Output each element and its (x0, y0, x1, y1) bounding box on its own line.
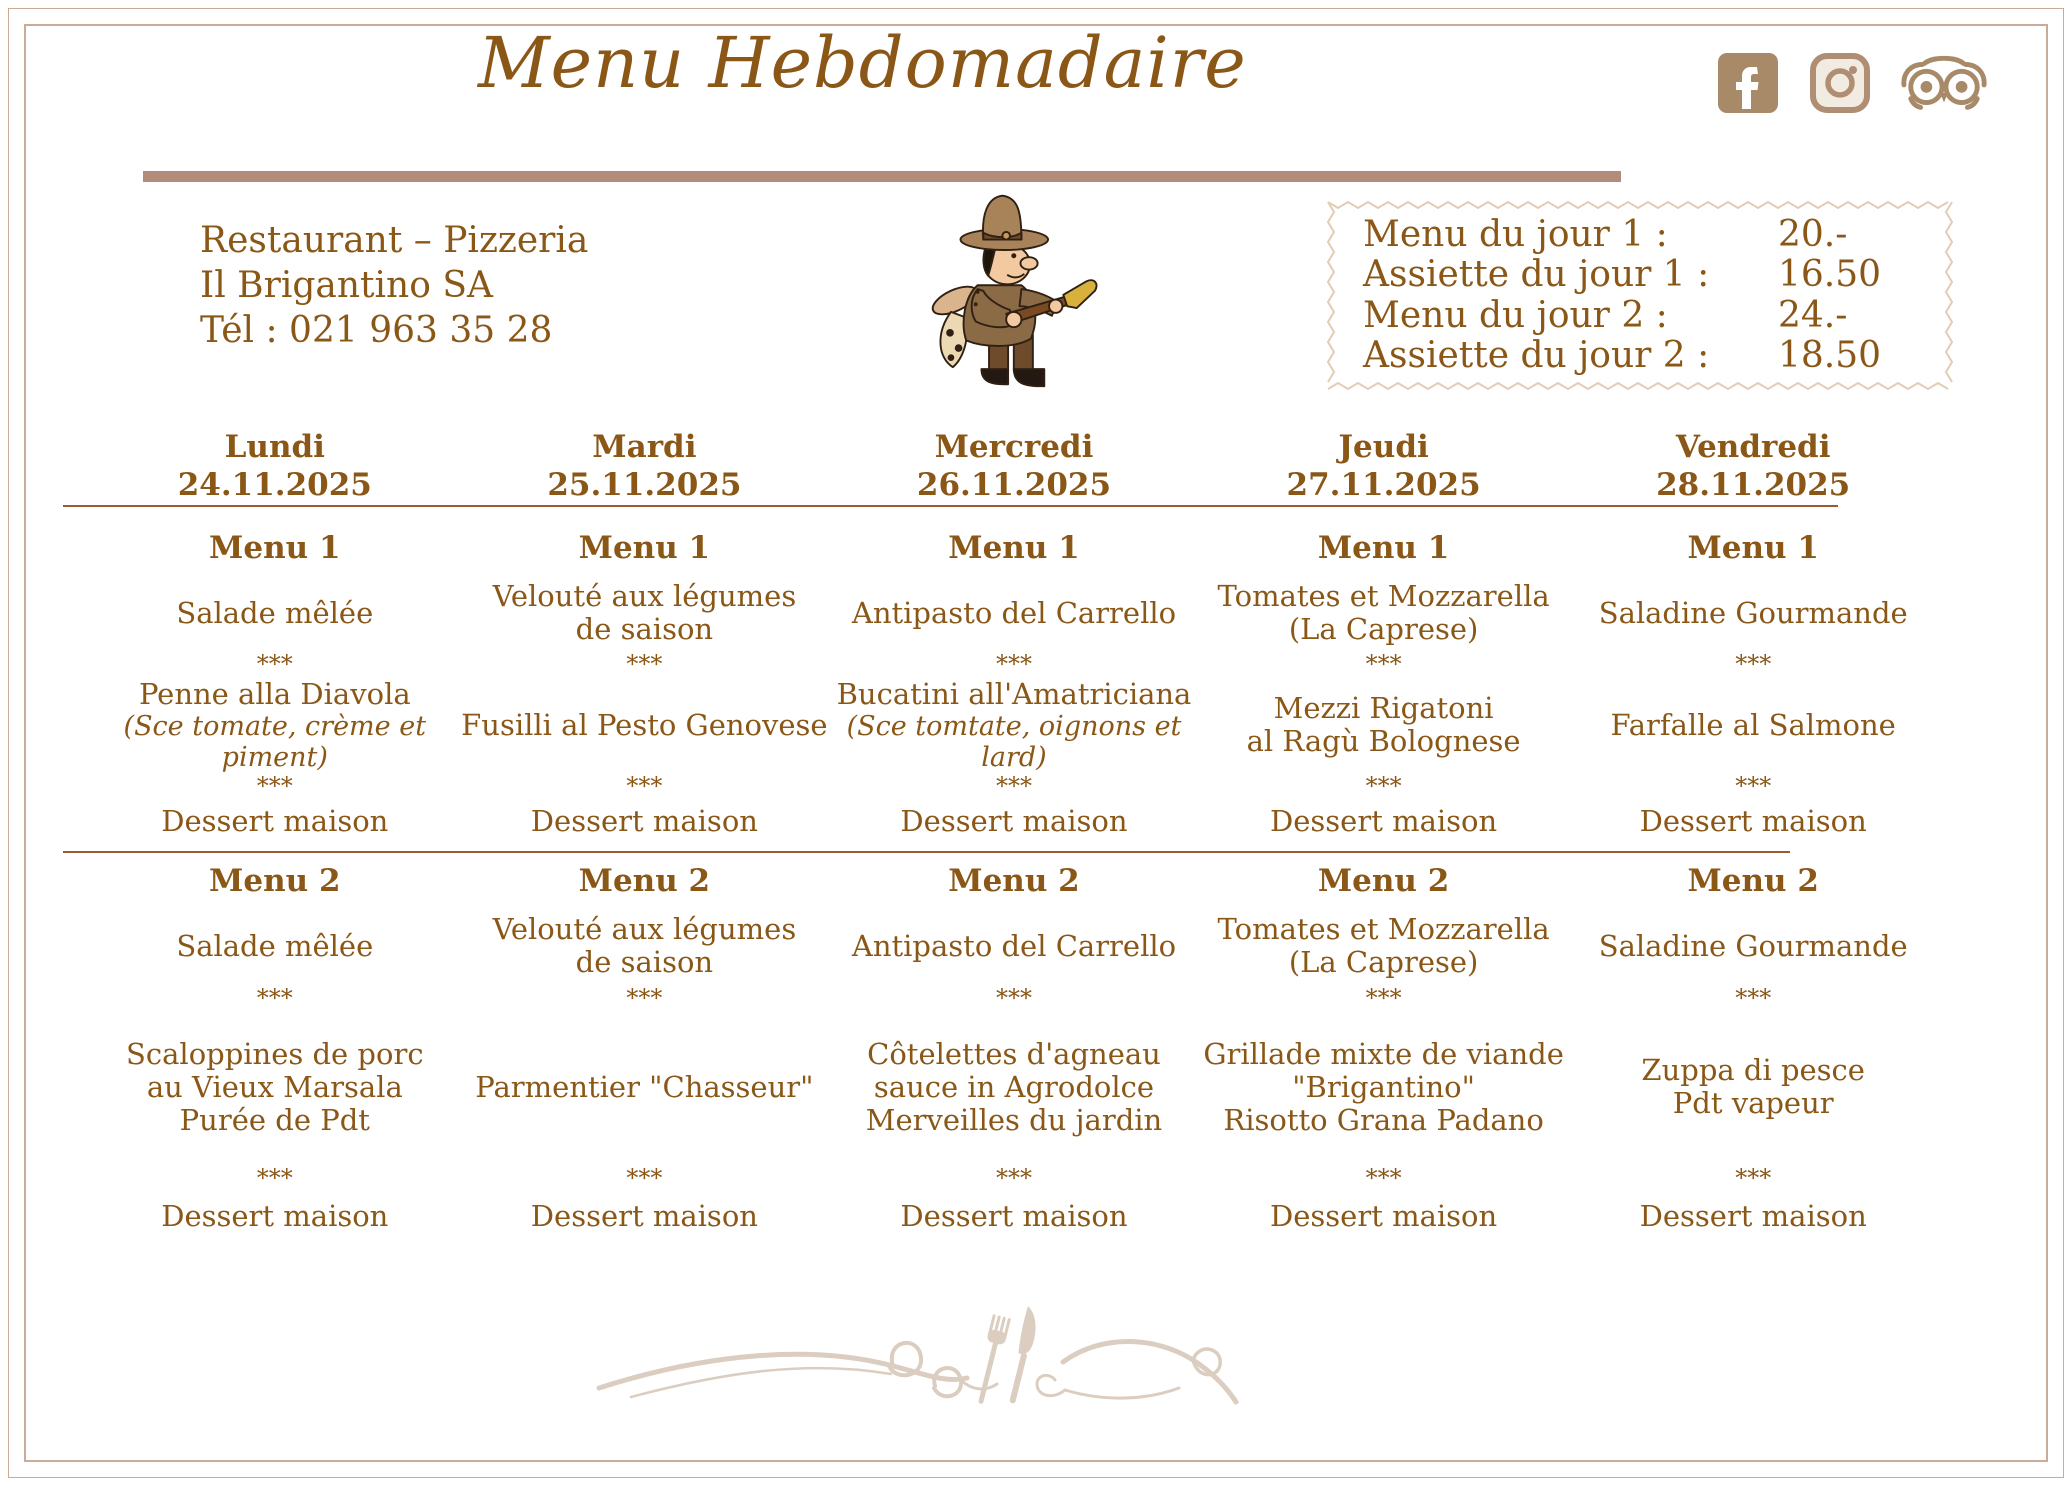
main-line: Farfalle al Salmone (1610, 707, 1896, 742)
main-line: Mezzi Rigatoni (1273, 691, 1494, 725)
stars-separator (829, 651, 1199, 677)
day-name: Lundi (224, 429, 325, 465)
price-value: 20.- (1778, 214, 1848, 255)
menu-section-menu2 (1199, 843, 1569, 1239)
day-date: 24.11.2025 (177, 467, 372, 503)
menu-section-title: Menu 1 (948, 530, 1080, 566)
main-line: Fusilli al Pesto Genovese (461, 707, 828, 742)
day-date: 27.11.2025 (1286, 467, 1481, 503)
restaurant-name: Il Brigantino SA (200, 265, 493, 306)
fork-icon (971, 1314, 1011, 1406)
main-line: au Vieux Marsala (146, 1069, 403, 1104)
starter-slot (829, 907, 1199, 985)
main-line: al Ragù Bolognese (1246, 724, 1521, 758)
dessert-slot: Dessert maison (1270, 1199, 1498, 1233)
stars-text: *** (1365, 984, 1402, 1012)
facebook-icon[interactable] (1717, 52, 1779, 114)
stars-text: *** (1365, 772, 1402, 800)
main-slot (90, 677, 460, 773)
day-name: Mardi (592, 429, 697, 465)
starter-line: Tomates et Mozzarella (1217, 579, 1550, 613)
starter-slot (460, 907, 830, 985)
stars-separator (829, 773, 1199, 799)
stars-text: *** (626, 984, 663, 1012)
page-title: Menu Hebdomadaire (478, 22, 1247, 104)
stars-text: *** (1365, 650, 1402, 678)
main-line: Zuppa di pesce (1641, 1053, 1865, 1087)
day-date: 25.11.2025 (547, 467, 742, 503)
cutlery-flourish (595, 1300, 1240, 1420)
stars-separator (1568, 985, 1938, 1011)
main-slot (829, 1011, 1199, 1163)
price-label: Menu du jour 2 : (1363, 294, 1668, 336)
stars-separator (1199, 1163, 1569, 1193)
main-slot (1199, 677, 1569, 773)
social-icons (1717, 52, 1987, 114)
dessert-slot: Dessert maison (900, 1199, 1128, 1233)
stars-separator (829, 985, 1199, 1011)
starter-slot (90, 907, 460, 985)
starter-slot (90, 575, 460, 651)
main-slot (90, 1011, 460, 1163)
main-slot (460, 677, 830, 773)
day-name: Vendredi (1675, 429, 1831, 465)
price-row (1363, 255, 1903, 295)
menu-section-title: Menu 1 (578, 530, 711, 566)
day-name: Jeudi (1338, 429, 1429, 465)
main-slot (1568, 1011, 1938, 1163)
stars-text: *** (626, 772, 663, 800)
price-value: 18.50 (1778, 334, 1882, 376)
brigand-mascot-illustration (912, 190, 1108, 390)
main-slot (1199, 1011, 1569, 1163)
main-note-line: (Sce tomate, crème et piment) (123, 710, 427, 773)
starter-line: Salade mêlée (176, 928, 374, 963)
menu-section-menu1 (1568, 507, 1938, 843)
price-label: Assiette du jour 1 : (1363, 254, 1710, 296)
starter-line: (La Caprese) (1288, 945, 1479, 979)
restaurant-phone: Tél : 021 963 35 28 (200, 310, 553, 351)
main-slot (460, 1011, 830, 1163)
starter-slot (1199, 575, 1569, 651)
day-header (1568, 428, 1938, 507)
menu-section-title: Menu 2 (1317, 863, 1450, 899)
day-column-lundi (90, 428, 460, 1239)
restaurant-info (200, 218, 588, 353)
dessert-slot: Dessert maison (161, 804, 389, 838)
main-note-line: lard) (981, 741, 1047, 773)
stars-text: *** (995, 772, 1032, 800)
dessert-slot: Dessert maison (161, 1199, 389, 1233)
starter-line: de saison (575, 612, 714, 646)
dessert-slot: Dessert maison (530, 804, 758, 838)
stars-separator (460, 1163, 830, 1193)
dessert-slot: Dessert maison (1270, 804, 1498, 838)
main-line: Merveilles du jardin (865, 1102, 1163, 1137)
stars-text: *** (256, 1164, 293, 1192)
main-line: Pdt vapeur (1672, 1086, 1834, 1120)
starter-line: Tomates et Mozzarella (1217, 912, 1550, 946)
menu-section-menu2 (829, 843, 1199, 1239)
stars-separator (90, 651, 460, 677)
daily-prices-box (1325, 199, 1955, 392)
stars-separator (460, 651, 830, 677)
main-line: Risotto Grana Padano (1223, 1102, 1544, 1137)
menu-section-title: Menu 2 (948, 863, 1080, 899)
starter-line: Velouté aux légumes (492, 912, 797, 946)
stars-text: *** (1735, 650, 1772, 678)
starter-line: Velouté aux légumes (492, 579, 797, 613)
day-header (1199, 428, 1569, 507)
dessert-slot: Dessert maison (1639, 1199, 1867, 1233)
starter-slot (1568, 575, 1938, 651)
stars-separator (460, 985, 830, 1011)
day-date: 28.11.2025 (1656, 467, 1851, 503)
day-date: 26.11.2025 (916, 467, 1112, 503)
day-name: Mercredi (934, 429, 1094, 465)
main-line: Scaloppines de porc (126, 1036, 424, 1071)
dessert-slot: Dessert maison (900, 804, 1128, 838)
dessert-slot: Dessert maison (530, 1199, 758, 1233)
starter-line: Antipasto del Carrello (851, 928, 1177, 963)
price-row (1363, 336, 1903, 376)
stars-separator (1199, 773, 1569, 799)
main-line: Parmentier "Chasseur" (475, 1069, 814, 1104)
stars-text: *** (626, 1164, 663, 1192)
stars-text: *** (995, 1164, 1032, 1192)
stars-separator (90, 985, 460, 1011)
main-slot (1568, 677, 1938, 773)
menu-section-menu1 (90, 507, 460, 843)
stars-text: *** (1735, 984, 1772, 1012)
starter-line: Saladine Gourmande (1598, 595, 1908, 630)
day-column-jeudi (1199, 428, 1569, 1239)
menu-section-menu2 (1568, 843, 1938, 1239)
stars-text: *** (995, 984, 1032, 1012)
day-column-vendredi (1568, 428, 1938, 1239)
stars-separator (829, 1163, 1199, 1193)
main-line: sauce in Agrodolce (873, 1069, 1155, 1104)
weekly-menu-table (90, 428, 1938, 1239)
instagram-icon[interactable] (1809, 52, 1871, 114)
menu-section-menu1 (460, 507, 830, 843)
starter-slot (1568, 907, 1938, 985)
starter-slot (829, 575, 1199, 651)
stars-text: *** (1735, 1164, 1772, 1192)
price-value: 16.50 (1778, 254, 1882, 296)
starter-line: de saison (575, 945, 714, 979)
stars-separator (1568, 773, 1938, 799)
main-line: "Brigantino" (1292, 1069, 1475, 1104)
menu-section-menu1 (829, 507, 1199, 843)
starter-line: Antipasto del Carrello (851, 595, 1177, 630)
stars-separator (90, 773, 460, 799)
starter-line: (La Caprese) (1288, 612, 1479, 646)
main-line: Bucatini all'Amatriciana (836, 676, 1192, 711)
menu-section-title: Menu 1 (1317, 530, 1450, 566)
main-note-line: (Sce tomtate, oignons et (846, 710, 1182, 742)
stars-separator (460, 773, 830, 799)
menu-section-menu2 (90, 843, 460, 1239)
main-line: Penne alla Diavola (138, 676, 411, 711)
price-list (1363, 215, 1903, 376)
stars-text: *** (1365, 1164, 1402, 1192)
main-slot (829, 677, 1199, 773)
stars-separator (1199, 985, 1569, 1011)
tripadvisor-icon[interactable] (1901, 53, 1987, 113)
main-line: Côtelettes d'agneau (867, 1036, 1161, 1071)
day-header (460, 428, 830, 507)
price-label: Assiette du jour 2 : (1363, 334, 1710, 376)
stars-text: *** (256, 650, 293, 678)
main-line: Purée de Pdt (179, 1102, 370, 1137)
stars-separator (1199, 651, 1569, 677)
menu-section-title: Menu 2 (209, 863, 341, 899)
header-divider-rule (143, 171, 1621, 182)
day-header (90, 428, 460, 507)
stars-text: *** (1735, 772, 1772, 800)
menu-section-title: Menu 1 (1687, 530, 1819, 566)
stars-text: *** (256, 984, 293, 1012)
starter-line: Salade mêlée (176, 595, 374, 630)
day-column-mardi (460, 428, 830, 1239)
price-value: 24.- (1778, 294, 1848, 336)
starter-slot (460, 575, 830, 651)
menu-section-title: Menu 1 (209, 530, 341, 566)
dessert-slot: Dessert maison (1639, 804, 1867, 838)
menu-section-title: Menu 2 (1687, 863, 1819, 899)
stars-separator (1568, 651, 1938, 677)
stars-text: *** (256, 772, 293, 800)
main-line: Grillade mixte de viande (1203, 1036, 1564, 1071)
starter-slot (1199, 907, 1569, 985)
stars-text: *** (995, 650, 1032, 678)
starter-line: Saladine Gourmande (1598, 928, 1908, 963)
menu-section-menu2 (460, 843, 830, 1239)
price-row (1363, 296, 1903, 336)
day-column-mercredi (829, 428, 1199, 1239)
menu-section-menu1 (1199, 507, 1569, 843)
stars-text: *** (626, 650, 663, 678)
stars-separator (1568, 1163, 1938, 1193)
restaurant-type: Restaurant – Pizzeria (200, 220, 589, 261)
menu-section-title: Menu 2 (578, 863, 711, 899)
price-label: Menu du jour 1 : (1363, 214, 1668, 255)
price-row (1363, 215, 1903, 255)
stars-separator (90, 1163, 460, 1193)
day-header (829, 428, 1199, 507)
